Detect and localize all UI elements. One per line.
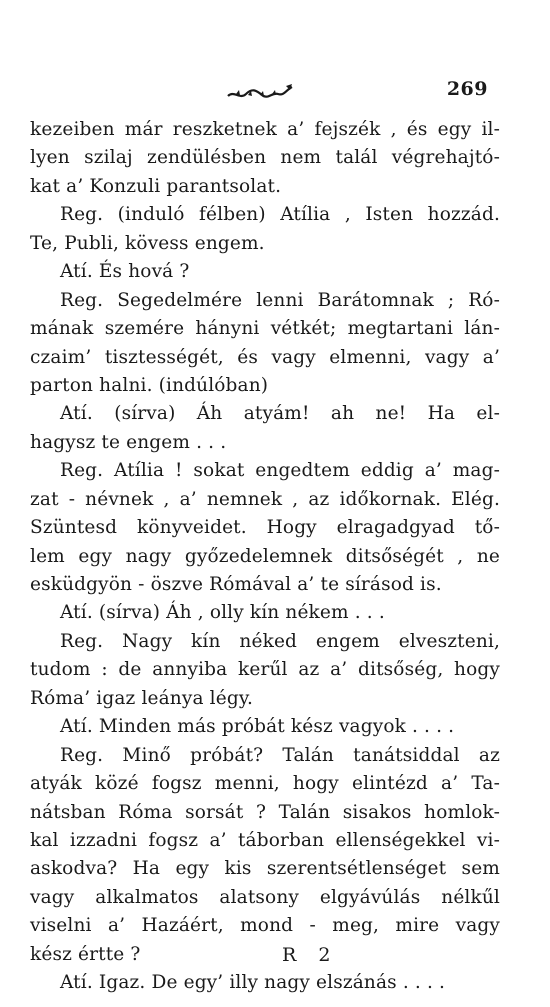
text-line: zat - névnek , a’ nemnek , az időkornak. Elég. — [30, 488, 500, 510]
speaker-line: Reg. (induló félben) Atília , Isten hozzád. — [60, 204, 500, 226]
text-line: kezeiben már reszketnek a’ fejszék , és egy il- — [30, 119, 500, 140]
text-line: vagy alkalmatos alatsony elgyávúlás nélkűl — [30, 886, 500, 908]
text-line: kal izzadni fogsz a’ táborban ellenségekkel vi- — [30, 829, 500, 851]
text-line: Te, Publi, kövess engem. — [30, 232, 265, 254]
speaker-line: Reg. Minő próbát? Talán tanátsiddal az — [60, 744, 500, 766]
text-line: viselni a’ Hazáért, mond - meg, mire vagy — [30, 915, 500, 937]
body-text — [30, 116, 500, 998]
speaker-line: Reg. Segedelmére lenni Barátomnak ; Ró- — [60, 289, 500, 311]
speaker-line: Atí. Minden más próbát kész vagyok . . . . — [60, 716, 455, 738]
text-line: nátsban Róma sorsát ? Talán sisakos homlok- — [30, 801, 500, 823]
signature-mark: R 2 — [282, 944, 339, 966]
speaker-line: Atí. (sírva) Áh atyám! ah ne! Ha el- — [60, 403, 500, 425]
speaker-line: Reg. Nagy kín néked engem elveszteni, — [60, 630, 500, 652]
text-line: parton halni. (indúlóban) — [30, 374, 269, 396]
page-number: 269 — [446, 78, 488, 100]
text-line: tudom : de annyiba kerűl az a’ ditsőség, hogy — [30, 659, 500, 681]
text-line: atyák közé fogsz menni, hogy elintézd a’ Ta- — [30, 773, 500, 795]
text-line: kész értte ? — [30, 943, 141, 965]
ornament-flourish-icon — [226, 82, 296, 104]
text-line: lem egy nagy győzedelemnek ditsőségét , ne — [30, 545, 500, 567]
text-line: Róma’ igaz leánya légy. — [30, 687, 254, 709]
speaker-line: Reg. Atília ! sokat engedtem eddig a’ mag- — [60, 460, 500, 482]
text-line: hagysz te engem . . . — [30, 431, 227, 453]
text-line: kat a’ Konzuli parantsolat. — [30, 175, 282, 197]
text-line: askodva? Ha egy kis szerentsétlenséget sem — [30, 858, 500, 880]
text-line: lyen szilaj zendülésben nem talál végrehajtó- — [30, 147, 500, 169]
speaker-line: Atí. Igaz. De egy’ illy nagy elszánás . . . . — [60, 972, 446, 994]
speaker-line: Atí. (sírva) Áh , olly kín nékem . . . — [60, 602, 385, 624]
text-line: mának szemére hányni vétkét; megtartani lán- — [30, 318, 500, 340]
speaker-line: Atí. És hová ? — [60, 261, 190, 283]
text-line: czaim’ tisztességét, és vagy elmenni, vagy a’ — [30, 346, 500, 368]
text-line: Szüntesd könyveidet. Hogy elragadgyad tő- — [30, 517, 500, 539]
text-line: esküdgyön - öszve Rómával a’ te sírásod is. — [30, 574, 442, 595]
